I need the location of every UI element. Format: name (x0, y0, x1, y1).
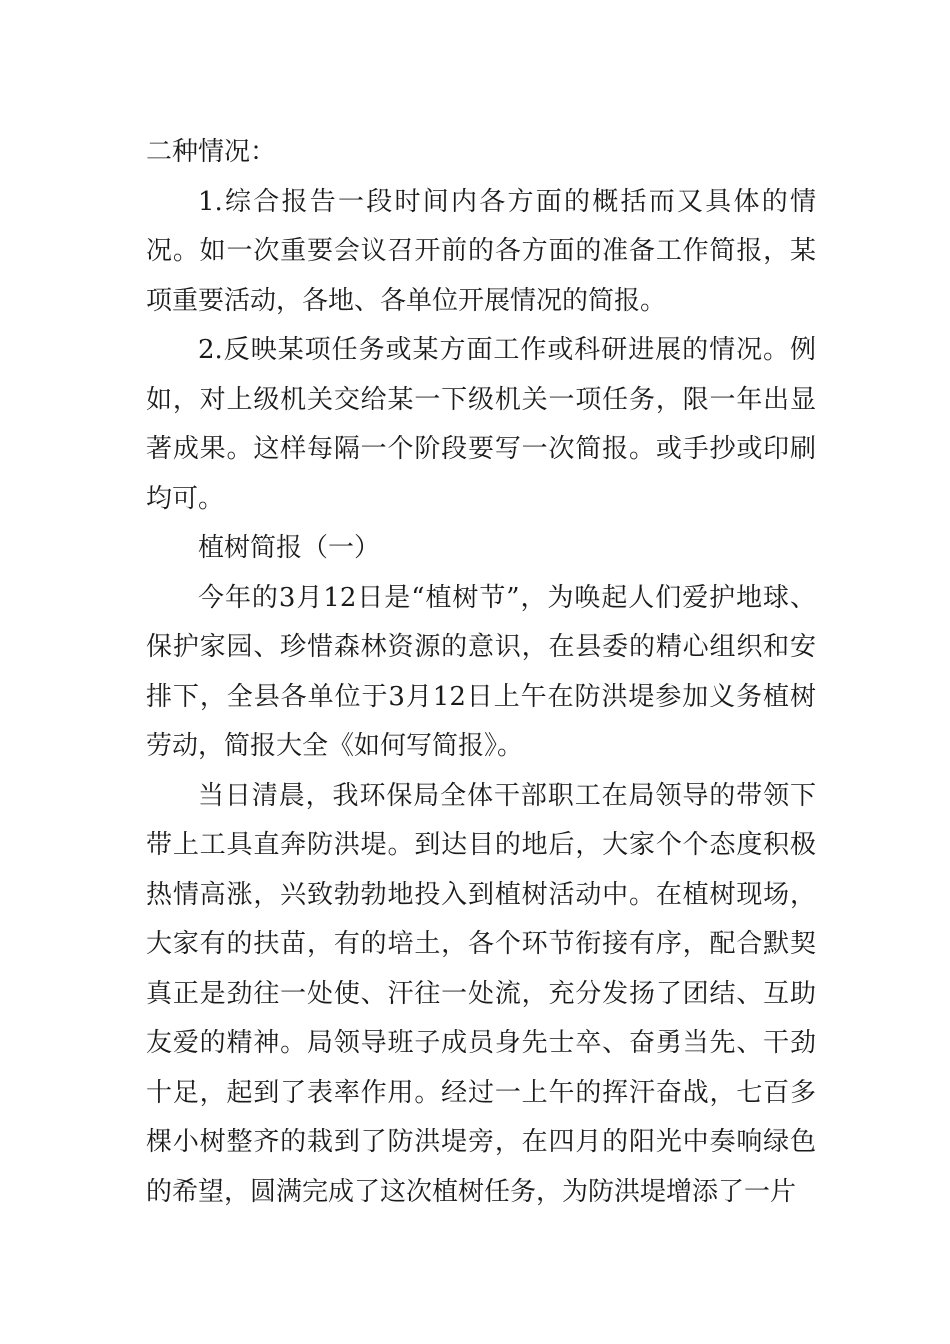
paragraph-morning-activity: 当日清晨，我环保局全体干部职工在局领导的带领下带上工具直奔防洪堤。到达目的地后，大家个个态度积极热情高涨，兴致勃勃地投入到植树活动中。在植树现场，大家有的扶苗，有的培土，各个环节衔接有序，配合默契真正是劲往一处使、汗往一处流，充分发扬了团结、互助友爱的精神。局领导班子成员身先士卒、奋勇当先、干劲十足，起到了表率作用。经过一上午的挥汗奋战，七百多棵小树整齐的栽到了防洪堤旁，在四月的阳光中奏响绿色的希望，圆满完成了这次植树任务，为防洪堤增添了一片 (146, 780, 816, 1207)
document-body (146, 128, 816, 1217)
paragraph-arbor-day: 今年的3月12日是“植树节”，为唤起人们爱护地球、保护家园、珍惜森林资源的意识，在县委的精心组织和安排下，全县各单位于3月12日上午在防洪堤参加义务植树劳动，简报大全《如何写简报》。 (146, 582, 816, 761)
paragraph-item-1: 1.综合报告一段时间内各方面的概括而又具体的情况。如一次重要会议召开前的各方面的准备工作简报，某项重要活动，各地、各单位开展情况的简报。 (146, 186, 816, 316)
section-heading: 植树简报（一） (198, 533, 381, 563)
paragraph-intro: 二种情况： (146, 137, 277, 167)
paragraph-item-2: 2.反映某项任务或某方面工作或科研进展的情况。例如，对上级机关交给某一下级机关一项任务，限一年出显著成果。这样每隔一个阶段要写一次简报。或手抄或印刷均可。 (146, 335, 816, 514)
